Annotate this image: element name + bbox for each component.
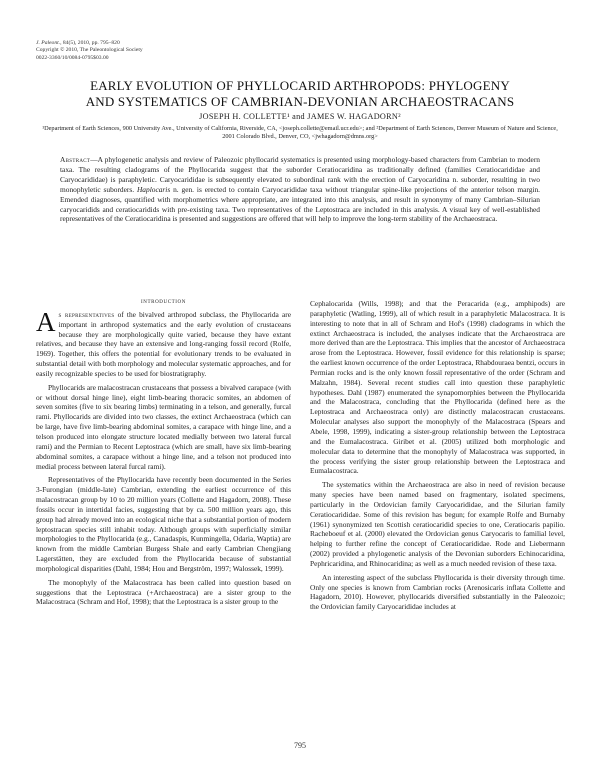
intro-paragraph-6: The systematics within the Archaeostraca are also in need of revision because many species have been named based on fragmentary, isolated specimens, particularly in the Ordovician family Caryocarididae, and the Silurian family Ceratiocarididae. Some of this revision has begun; for example Rolfe and Burnaby (1961) synonymized ten Scottish ceratiocaridid species to one, Ceratiocaris papilio. Racheboeuf et al. (2000) elevated the Ordovician genus Caryocaris to familial level, helping to further refine the concept of Ceratiocarididae. Rode and Liebermann (2002) provided a phylogenetic analysis of the Devonian suborders Echinocaridina, Pephricaridina, and Rhinocaridina; as well as a much needed revision of these taxa. — [310, 480, 565, 568]
abstract-genus: Haplocaris — [136, 184, 171, 194]
copyright-line: Copyright © 2010, The Paleontological Society — [36, 47, 143, 54]
abstract — [60, 155, 540, 224]
abstract-text-1: —A phylogenetic analysis and review of Paleozoic phyllocarid systematics is presented using morphology-based characters from Cambrian to modern taxa. The resulting cladograms of the Phyllocarida suggest that the suborder Ceratiocaridina as traditionally defined (families Ceratiocarididae and Caryocarididae) is paraphyletic. Caryocarididae is subsequently elevated to subordinal rank with the erection of Caryocaridina n. suborder, resulting in two monophyletic suborders. — [60, 155, 540, 194]
abstract-label: Abstract — [60, 155, 91, 164]
journal-citation: J. Paleont., 84(5), 2010, pp. 795–820 — [36, 40, 120, 46]
issn-line: 0022-3360/10/0084-0795$03.00 — [36, 54, 109, 61]
intro-paragraph-1: As representatives of the bivalved arthropod subclass, the Phyllocarida are important in arthropod systematics and the early evolution of crustaceans because they are morphologically quite varied, because they have extant relatives, and because they have an extensive and long-ranging fossil record (Rolfe, 1969). Together, this offers the potential for evolutionary trends to be evaluated in substantial detail with both morphology and molecular systematic approaches, and for easily recognizable species to be used for biostratigraphy. — [36, 306, 291, 378]
intro-paragraph-2: Phyllocarids are malacostracan crustaceans that possess a bivalved carapace (with or without dorsal hinge line), eight limb-bearing thoracic somites, an abdomen of seven somites (five to six bearing limbs) terminating in a telson, and generally, furcal rami. Phyllocarids are divided into two classes, the extinct Archaeostraca (which can be large, have five limb-bearing abdominal somites, a carapace with hinge line, and a telson produced into elongate structure located medially between two lateral furcal rami) and the Permian to Recent Leptostraca (which are small, have six limb-bearing abdominal somites, a carapace without a hinge line, and a telson not produced into medial process between lateral furcal rami). — [36, 382, 291, 471]
authors: JOSEPH H. COLLETTE¹ and JAMES W. HAGADORN² — [199, 112, 401, 121]
journal-header — [36, 40, 276, 62]
title-line-2: AND SYSTEMATICS OF CAMBRIAN-DEVONIAN ARCHAEOSTRACANS — [85, 94, 515, 109]
section-heading-introduction: introduction — [141, 296, 186, 305]
page-number: 795 — [294, 741, 306, 750]
affiliations: ¹Department of Earth Sciences, 900 University Ave., University of California, Riverside, CA, <joseph.collette@email.ucr.edu>; and ²Department of Earth Sciences, Denver Museum of Nature and Science, 2001 Colorado Blvd., Denver, CO, <jwhagadorn@dmns.org> — [42, 125, 558, 140]
right-column — [310, 299, 565, 612]
intro-paragraph-3: Representatives of the Phyllocarida have recently been documented in the Series 3-Furongian (middle-late) Cambrian, extending the earliest occurrence of this malacostracan group by 10 to 20 million years (Collette and Hagadorn, 2008). These fossils occur in intertidal facies, suggesting that by ca. 500 million years ago, this group had already moved into an ecological niche that a substantial portion of modern leptostracan species still inhabit today. Although groups with superficially similar morphologies to the Phyllocarida (e.g., Canadaspis, Kunmingella, Odaria, Waptia) are known from the middle Cambrian Burgess Shale and early Cambrian Chengjiang Lagerstätten, they are excluded from the Phyllocarida because of substantial morphological disparities (Dahl, 1984; Hou and Bergström, 1997; Walossek, 1999). — [36, 475, 291, 573]
paper-title — [30, 78, 570, 110]
abstract-text-2: n. gen. is erected to contain Caryocarididae taxa without triangular spine-like projections of the anterior telson margin. Emended diagnoses, quantified with morphometrics where appropriate, are integrated into this analysis, and result in synonymy of many Cambrian–Silurian caryocaridids and ceratiocaridids with pre-existing taxa. Two representatives of the Leptostraca are included in this analysis. A visual key of well-established representatives of the Ceratiocaridina is presented and suggestions are offered that will help to improve the long-term stability of the Archaeostraca. — [60, 184, 541, 224]
lead-small-caps: s representatives — [58, 309, 115, 319]
left-column — [36, 296, 291, 607]
title-line-1: EARLY EVOLUTION OF PHYLLOCARID ARTHROPODS: PHYLOGENY — [90, 78, 510, 93]
intro-paragraph-5: Cephalocarida (Wills, 1998); and that the Peracarida (e.g., amphipods) are paraphyletic (Watling, 1999), all of which result in a paraphyletic Malacostraca. It is interesting to note that in all of Schram and Hof's (1998) cladograms in which the extinct Archaeostraca is included, the analyses indicate that the Archaeostraca are more derived than are the Leptostraca. This implies that the ancestor of Archaeostraca arose from the Leptostraca. However, fossil evidence for this relationship is sparse; the earliest known occurrence of the order Leptostraca, Rhabdouraea bentzi, occurs in Permian rocks and is the only known fossil representative of the order (Schram and Malzahn, 1984). Several recent studies call into question these paraphyletic hypotheses. Dahl (1987) enumerated the synapomorphies between the Phyllocarida and the Malacostraca, concluding that the Phyllocarida (defined here as the Leptostraca and Archaeostraca only) are distinctly malacostracan crustaceans. Molecular analyses also support the monophyly of the Malacostraca (Spears and Abele, 1998, 1999), indicating a sister-group relationship between the Leptostraca and the Eumalacostraca. Giribet et al. (2005) utilized both morphologic and molecular data to determine that the monophyly of Malacostraca was supported, in the process verifying the sister group relationship between the Leptostraca and Eumalacostraca. — [310, 299, 565, 476]
intro-paragraph-4: The monophyly of the Malacostraca has been called into question based on suggestions that the Leptostraca (+Archaeostraca) are a sister group to the Malacostraca (Schram and Hof, 1998); that the Leptostraca is a sister group to the — [36, 577, 291, 607]
drop-cap: A — [36, 306, 56, 337]
intro-paragraph-7: An interesting aspect of the subclass Phyllocarida is their diversity through time. Only one species is known from Cambrian rocks (Arenosicaris inflata Collette and Hagadorn, 2010). However, phyllocarids diversified substantially in the Paleozoic; the Ordovician family Caryocarididae includes at — [310, 572, 565, 612]
